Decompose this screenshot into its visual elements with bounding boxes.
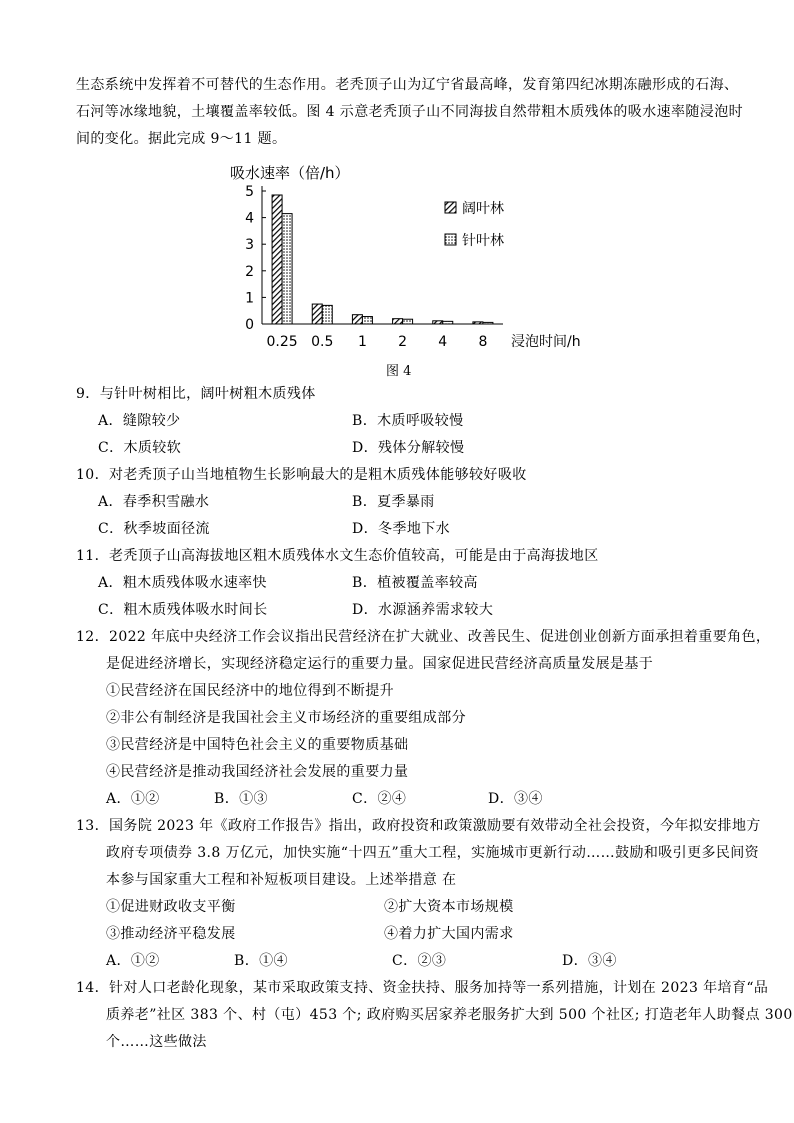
- q12-option-c: C．②④: [352, 791, 407, 807]
- q13-statement-1: ①促进财政收支平衡: [106, 899, 236, 915]
- q10-option-d: D．冬季地下水: [352, 521, 451, 537]
- q12-statement-2: ②非公有制经济是我国社会主义市场经济的重要组成部分: [106, 710, 466, 726]
- q13-statement-2: ②扩大资本市场规模: [384, 899, 514, 915]
- q11-stem: 11．老秃顶子山高海拔地区粗木质残体水文生态价值较高，可能是由于高海拔地区: [76, 548, 599, 564]
- bar-conifer: [443, 321, 453, 324]
- q9-stem: 9．与针叶树相比，阔叶树粗木质残体: [76, 386, 316, 402]
- q10-option-b: B．夏季暴雨: [352, 494, 435, 510]
- legend-label-broadleaf: 阔叶林: [462, 201, 504, 217]
- q13-option-c: C．②③: [392, 953, 447, 969]
- q13-option-a: A．①②: [106, 953, 160, 969]
- legend-swatch-conifer: [445, 234, 456, 245]
- q9-option-d: D．残体分解较慢: [352, 440, 465, 456]
- q11-option-d: D．水源涵养需求较大: [352, 602, 494, 618]
- q13-stem-line-3: 本参与国家重大工程和补短板项目建设。上述举措意 在: [106, 872, 457, 888]
- bar-conifer: [403, 319, 413, 324]
- bar-conifer: [483, 322, 493, 324]
- q14-stem-line-2: 质养老”社区 383 个、村（屯）453 个; 政府购买居家养老服务扩大到 500 个社区; 打造老年人助餐点 300: [106, 1007, 793, 1023]
- intro-line-2: 石河等冰缘地貌，土壤覆盖率较低。图 4 示意老秃顶子山不同海拔自然带粗木质残体的吸水速率随浸泡时: [76, 104, 744, 120]
- y-tick-label: 5: [245, 184, 254, 200]
- chart-svg: [220, 158, 600, 358]
- intro-line-3: 间的变化。据此完成 9～11 题。: [76, 131, 287, 147]
- bar-broadleaf: [312, 304, 322, 324]
- y-tick-label: 4: [245, 210, 254, 227]
- q12-statement-3: ③民营经济是中国特色社会主义的重要物质基础: [106, 737, 409, 753]
- q10-stem: 10．对老秃顶子山当地植物生长影响最大的是粗木质残体能够较好吸收: [76, 467, 527, 483]
- bar-broadleaf: [433, 321, 443, 324]
- bar-broadleaf: [393, 319, 403, 324]
- legend: [445, 200, 504, 249]
- x-axis-title: 浸泡时间/h: [511, 334, 581, 350]
- q13-stem-line-1: 13．国务院 2023 年《政府工作报告》指出，政府投资和政策激励要有效带动全社会投资，今年拟安排地方: [76, 818, 761, 834]
- x-tick-label: 0.5: [311, 334, 334, 350]
- y-tick-label: 0: [245, 317, 254, 333]
- q14-stem-line-3: 个……这些做法: [106, 1034, 207, 1050]
- q13-stem-line-2: 政府专项债券 3.8 万亿元，加快实施“十四五”重大工程，实施城市更新行动……鼓励和吸引更多民间资: [106, 845, 760, 861]
- bar-conifer: [282, 214, 292, 324]
- q9-option-a: A．缝隙较少: [98, 413, 181, 429]
- q11-option-a: A．粗木质残体吸水速率快: [98, 575, 267, 591]
- q13-statement-3: ③推动经济平稳发展: [106, 926, 236, 942]
- bar-conifer: [362, 317, 372, 324]
- q12-stem-line-2: 是促进经济增长，实现经济稳定运行的重要力量。国家促进民营经济高质量发展是基于: [106, 656, 654, 672]
- q10-option-c: C．秋季坡面径流: [98, 521, 210, 537]
- bar-broadleaf: [272, 195, 282, 324]
- legend-label-conifer: 针叶林: [462, 233, 504, 249]
- bar-conifer: [322, 305, 332, 324]
- y-tick-label: 2: [245, 263, 254, 280]
- q10-option-a: A．春季积雪融水: [98, 494, 210, 510]
- figure-caption: 图 4: [386, 364, 412, 379]
- x-tick-label: 1: [357, 334, 367, 350]
- y-axis-title: 吸水速率（倍/h）: [230, 164, 350, 182]
- q9-option-c: C．木质较软: [98, 440, 182, 456]
- y-tick-label: 1: [245, 290, 254, 307]
- q12-statement-4: ④民营经济是推动我国经济社会发展的重要力量: [106, 764, 409, 780]
- legend-swatch-broadleaf: [445, 202, 456, 213]
- x-tick-label: 2: [398, 334, 408, 350]
- q12-option-b: B．①③: [214, 791, 268, 807]
- q13-option-d: D．③④: [562, 953, 617, 969]
- bar-broadleaf: [473, 322, 483, 324]
- q12-stem-line-1: 12．2022 年底中央经济工作会议指出民营经济在扩大就业、改善民生、促进创业创新方面承担着重要角色，: [76, 629, 771, 645]
- q13-option-b: B．①④: [234, 953, 288, 969]
- x-tick-label: 0.25: [266, 334, 298, 350]
- bar-broadleaf: [352, 315, 362, 324]
- q12-option-a: A．①②: [106, 791, 160, 807]
- q13-statement-4: ④着力扩大国内需求: [384, 926, 514, 942]
- q12-option-d: D．③④: [488, 791, 543, 807]
- y-tick-label: 3: [245, 237, 254, 254]
- q12-statement-1: ①民营经济在国民经济中的地位得到不断提升: [106, 683, 394, 699]
- x-tick-label: 8: [478, 334, 488, 350]
- q9-option-b: B．木质呼吸较慢: [352, 413, 464, 429]
- absorption-rate-chart: [220, 158, 600, 358]
- x-tick-label: 4: [438, 334, 448, 350]
- q14-stem-line-1: 14．针对人口老龄化现象，某市采取政策支持、资金扶持、服务加持等一系列措施，计划在 2023 年培育“品: [76, 980, 769, 996]
- q11-option-c: C．粗木质残体吸水时间长: [98, 602, 268, 618]
- intro-line-1: 生态系统中发挥着不可替代的生态作用。老秃顶子山为辽宁省最高峰，发育第四纪冰期冻融形成的石海、: [76, 77, 739, 93]
- q11-option-b: B．植被覆盖率较高: [352, 575, 478, 591]
